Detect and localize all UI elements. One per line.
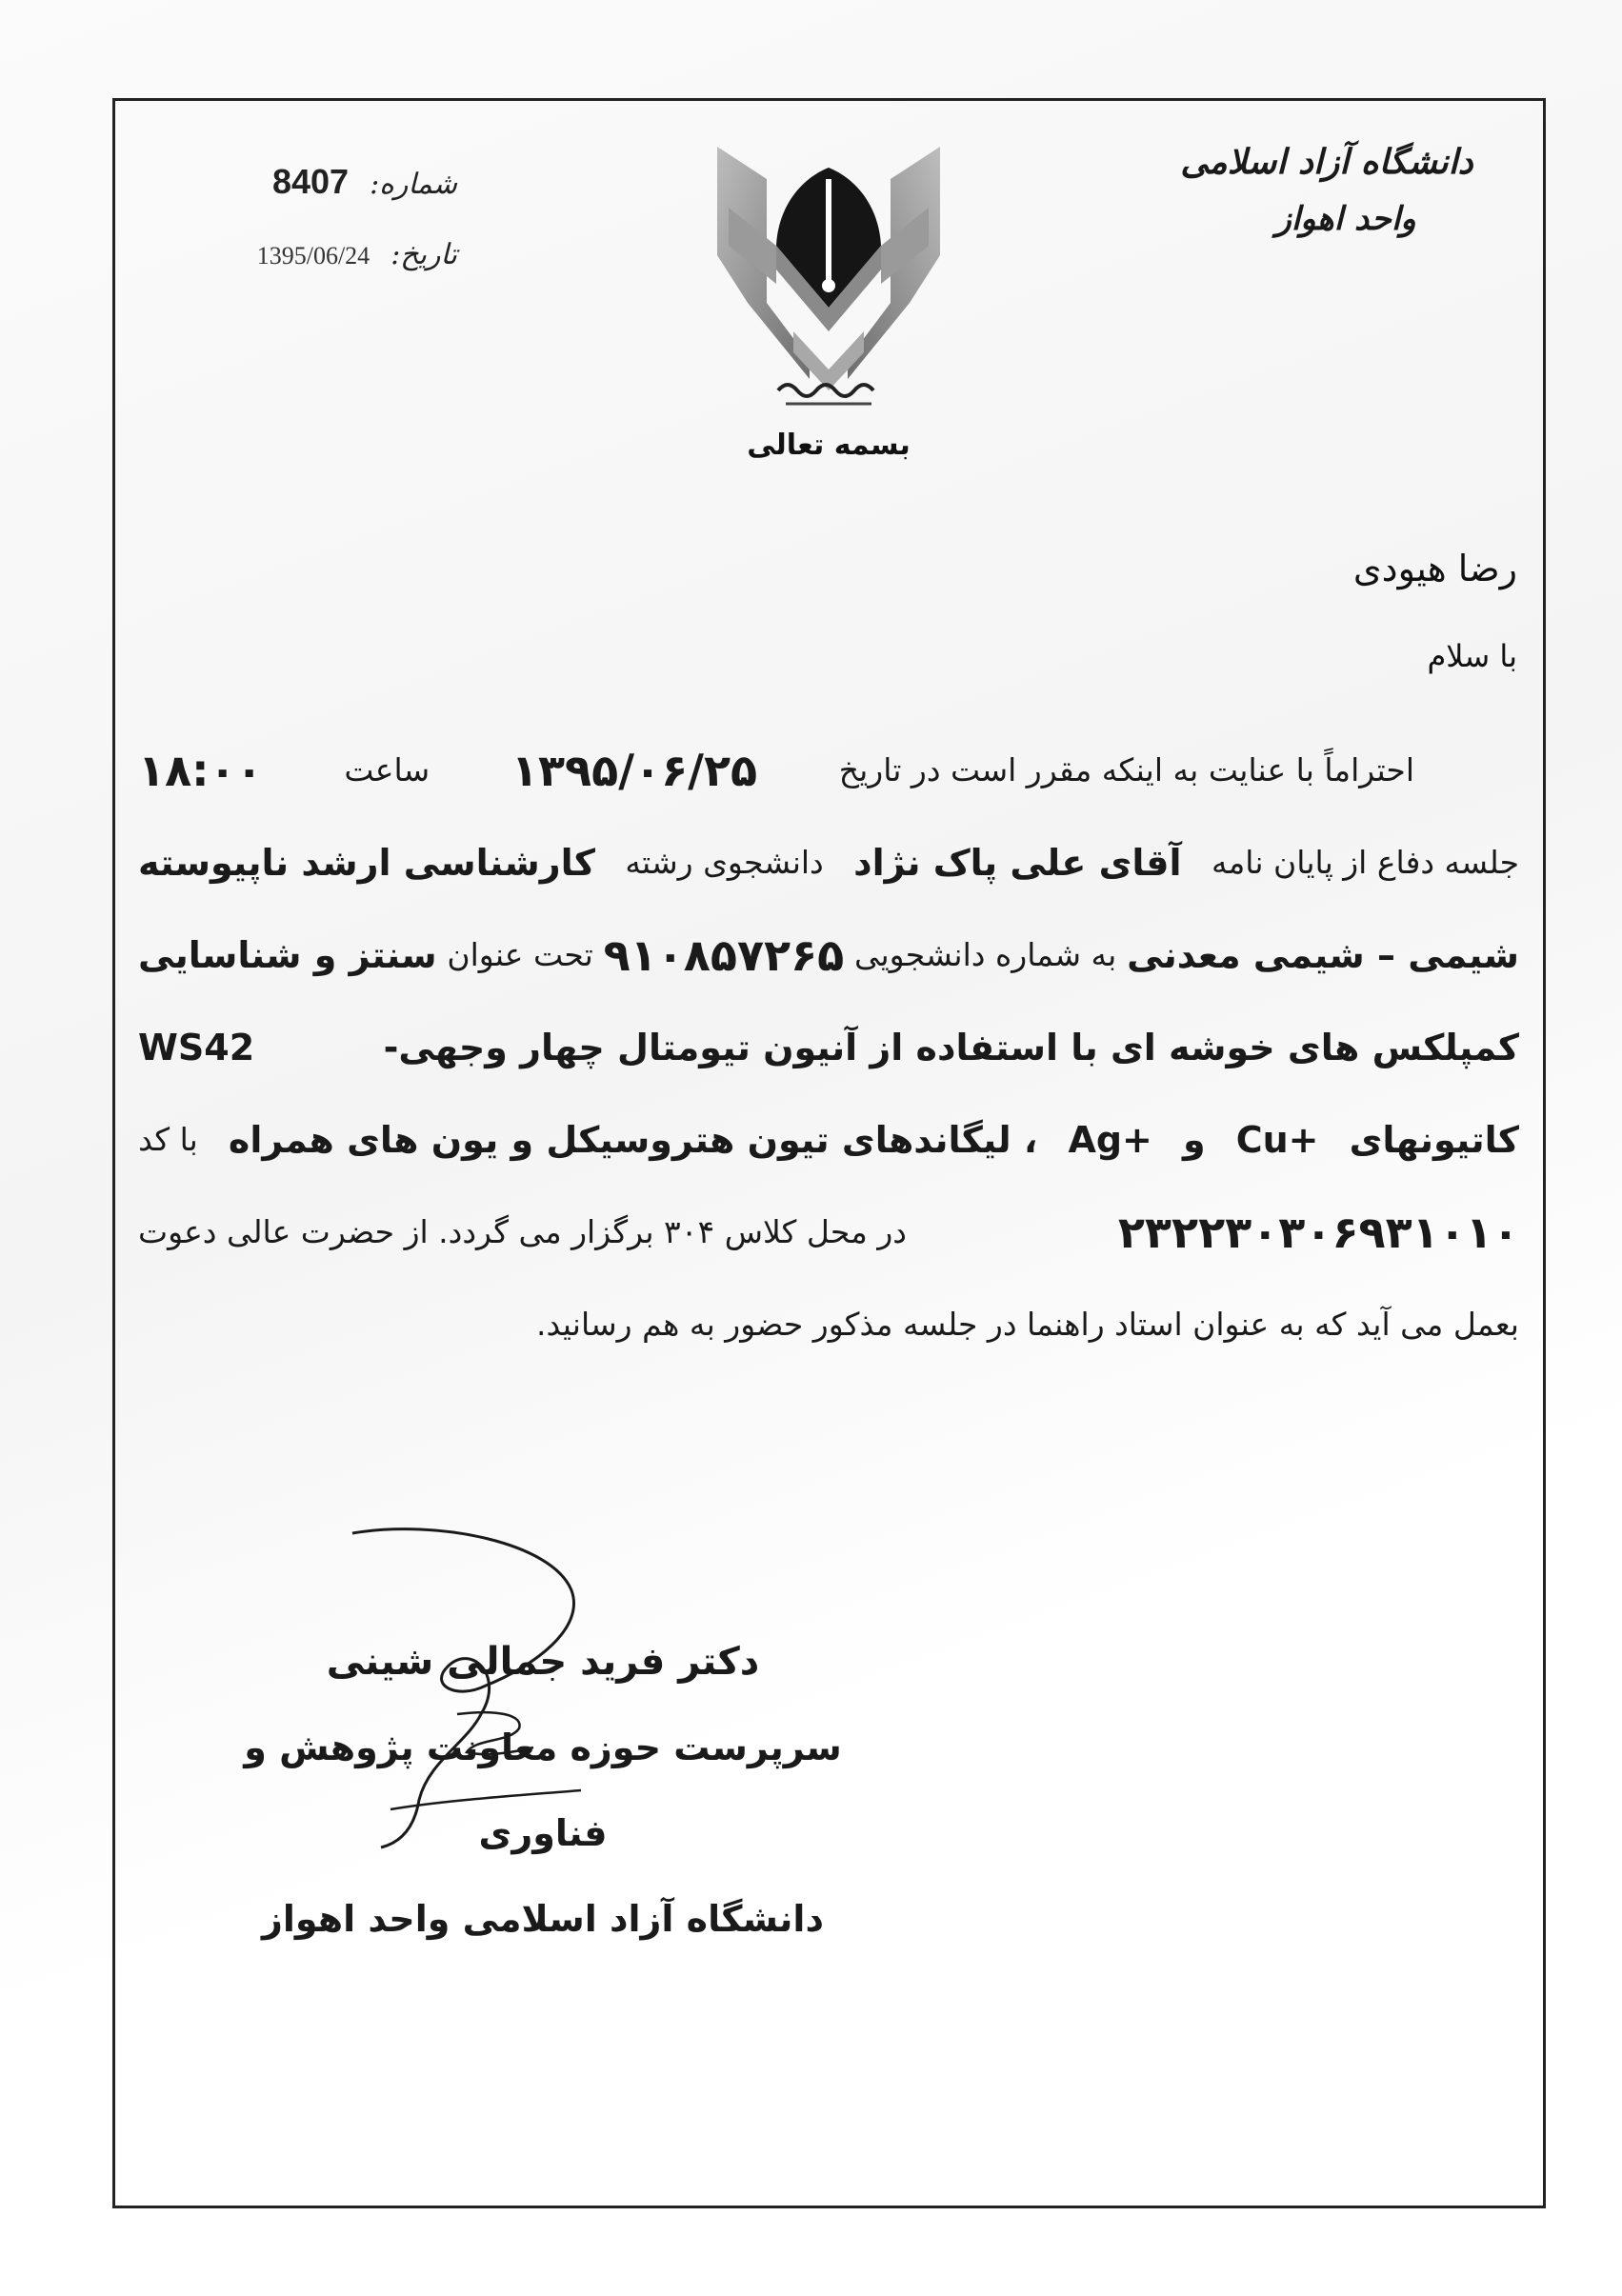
body-line-2-text-b: دانشجوی رشته (625, 844, 824, 881)
body-line-5 (138, 1093, 1519, 1186)
thesis-title-mid: کمپلکس های خوشه ای با استفاده از آنیون تیومتال چهار وجهی- (383, 1026, 1519, 1068)
thesis-title-end: ، لیگاندهای تیون هتروسیکل و یون های همراه (228, 1118, 1038, 1161)
signatory-title: سرپرست حوزه معاونت پژوهش و فناوری (244, 1727, 842, 1854)
university-header (1174, 133, 1479, 248)
letter-meta (190, 162, 457, 314)
anion-formula: WS42 (138, 1026, 255, 1068)
body-line-1 (138, 724, 1519, 816)
signatory-name: دکتر فرید جمالی شینی (326, 1640, 760, 1684)
degree: کارشناسی ارشد ناپیوسته (138, 841, 595, 884)
body-line-6-text: در محل کلاس ۳۰۴ برگزار می گردد. از حضرت عالی دعوت (138, 1213, 907, 1250)
defense-date: ۱۳۹۵/۰۶/۲۵ (511, 744, 758, 796)
signatory-block (181, 1619, 905, 1962)
body-line-4 (138, 1001, 1519, 1093)
greeting: با سلام (1427, 638, 1517, 674)
university-branch: واحد اهواز (1275, 200, 1416, 238)
body-line-3 (138, 908, 1519, 1001)
number-row (190, 162, 457, 238)
date-label: تاریخ: (390, 238, 457, 271)
cation-ag: Ag+ (1068, 1118, 1152, 1161)
body-line-2-text-a: جلسه دفاع از پایان نامه (1211, 844, 1519, 881)
body-line-1-text: احتراماً با عنایت به اینکه مقرر است در تاریخ (838, 751, 1414, 789)
body-line-3-text-b: تحت عنوان (447, 936, 593, 973)
thesis-code: ۲۳۲۲۳۰۳۰۶۹۳۱۰۱۰ (1117, 1206, 1519, 1258)
letter-body (138, 724, 1519, 1370)
invocation-text: بسمه تعالی (747, 429, 911, 462)
defense-time: ۱۸:۰۰ (138, 744, 263, 796)
university-logo-icon (710, 141, 948, 417)
number-label: شماره: (370, 168, 457, 201)
hour-label: ساعت (344, 751, 431, 789)
student-name: آقای علی پاک نژاد (853, 841, 1182, 884)
and-word: و (1182, 1118, 1206, 1161)
code-label: با کد (138, 1121, 198, 1158)
body-line-6 (138, 1186, 1519, 1278)
body-line-3-text-a: به شماره دانشجویی (853, 936, 1117, 973)
date-row (190, 238, 457, 314)
cations-label: کاتیونهای (1349, 1118, 1519, 1161)
cation-cu: Cu+ (1235, 1118, 1319, 1161)
field-of-study: شیمی – شیمی معدنی (1127, 933, 1519, 976)
body-line-7-text: بعمل می آید که به عنوان استاد راهنما در جلسه مذکور حضور به هم رسانید. (535, 1306, 1519, 1343)
letter-number: 8407 (271, 162, 350, 201)
addressee: رضا هیودی (1352, 548, 1517, 589)
thesis-title-start: سنتز و شناسایی (138, 933, 437, 976)
signatory-unit: دانشگاه آزاد اسلامی واحد اهواز (262, 1898, 824, 1940)
body-line-2 (138, 816, 1519, 908)
letter-date: 1395/06/24 (256, 242, 370, 270)
body-line-7 (138, 1278, 1519, 1370)
university-name: دانشگاه آزاد اسلامی (1180, 142, 1473, 182)
student-id: ۹۱۰۸۵۷۲۶۵ (603, 928, 845, 981)
